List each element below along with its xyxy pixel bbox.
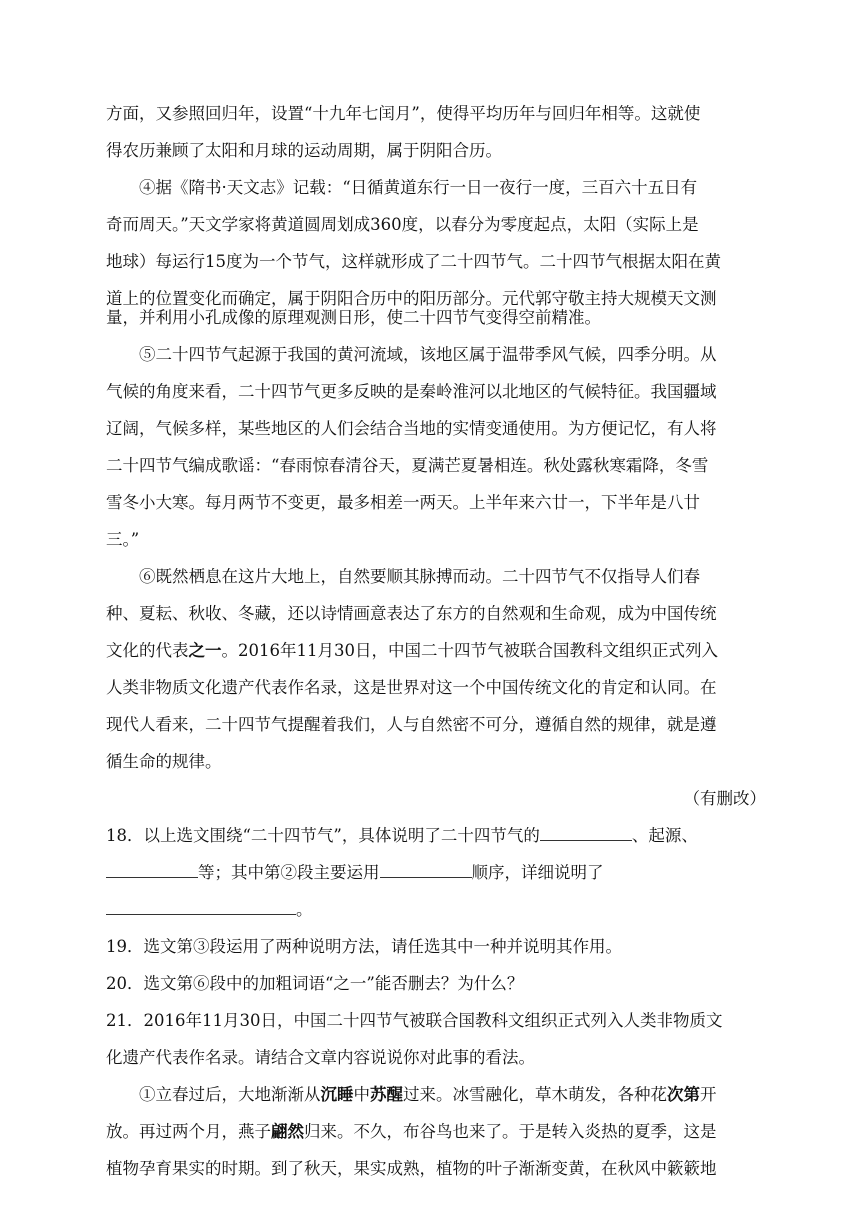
text-line: ⑤二十四节气起源于我国的黄河流域，该地区属于温带季风气候，四季分明。从 (139, 345, 717, 364)
text-run: 开 (700, 1085, 717, 1104)
text-line: 循生命的规律。 (106, 752, 222, 771)
answer-blank[interactable] (106, 896, 296, 915)
text-line: 三。” (106, 530, 140, 549)
text-line: 奇而周天。”天文学家将黄道圆周划成360度，以春分为零度起点，太阳（实际上是 (106, 215, 699, 234)
answer-blank[interactable] (540, 822, 632, 841)
text-run: 中 (353, 1085, 370, 1104)
text-run: 放。再过两个月，燕子 (106, 1122, 271, 1141)
text-line: 得农历兼顾了太阳和月球的运动周期，属于阴阳合历。 (106, 141, 502, 160)
question-18-line2 (106, 856, 756, 890)
text-line: ⑥既然栖息在这片大地上，自然要顺其脉搏而动。二十四节气不仅指导人们春 (139, 567, 700, 586)
text-run: 18．以上选文围绕“二十四节气”，具体说明了二十四节气的 (106, 826, 540, 845)
text-run: 、起源、 (631, 826, 698, 845)
text-line (139, 1078, 756, 1112)
text-run: 。2016年11月30日，中国二十四节气被联合国教科文组织正式列入 (221, 641, 718, 660)
text-line: 人类非物质文化遗产代表作名录，这是世界对这一个中国传统文化的肯定和认同。在 (106, 678, 717, 697)
text-line: 种、夏耘、秋收、冬藏，还以诗情画意表达了东方的自然观和生命观，成为中国传统 (106, 604, 717, 623)
bold-term: 苏醒 (370, 1085, 403, 1104)
source-note: （有删改） (683, 789, 766, 808)
answer-blank[interactable] (106, 859, 198, 878)
answer-blank[interactable] (380, 859, 472, 878)
text-run: 等；其中第②段主要运用 (198, 863, 380, 882)
text-run: 归来。不久，布谷鸟也来了。于是转入炎热的夏季，这是 (304, 1122, 717, 1141)
text-line: 气候的角度来看，二十四节气更多反映的是秦岭淮河以北地区的气候特征。我国疆域 (106, 382, 717, 401)
text-line: 道上的位置变化而确定，属于阴阳合历中的阳历部分。元代郭守敬主持大规模天文测 (106, 289, 717, 308)
bold-term: 翩然 (271, 1122, 304, 1141)
question-18-line1 (106, 819, 756, 853)
text-line (106, 634, 756, 668)
text-line: 量，并利用小孔成像的原理观测日形，使二十四节气变得空前精准。 (106, 308, 601, 327)
text-run: 文化的代表 (106, 641, 189, 660)
bold-term-zhiyi: 之一 (188, 641, 222, 660)
question-21-line1: 21．2016年11月30日，中国二十四节气被联合国教科文组织正式列入人类非物质文 (106, 1011, 723, 1030)
text-run: 过来。冰雪融化，草木萌发，各种花 (403, 1085, 667, 1104)
text-line: 地球）每运行15度为一个节气，这样就形成了二十四节气。二十四节气根据太阳在黄 (106, 252, 721, 271)
text-run: 。 (296, 900, 313, 919)
question-20: 20．选文第⑥段中的加粗词语“之一”能否删去？为什么？ (106, 974, 524, 993)
text-line: 方面，又参照回归年，设置“十九年七闰月”，使得平均历年与回归年相等。这就使 (106, 104, 701, 123)
text-line: ④据《隋书·天文志》记载：“日循黄道东行一日一夜行一度，三百六十五日有 (139, 178, 698, 197)
text-run: ①立春过后，大地渐渐从 (139, 1085, 321, 1104)
text-line (106, 1115, 756, 1149)
text-line: 雪冬小大寒。每月两节不变更，最多相差一两天。上半年来六廿一，下半年是八廿 (106, 493, 700, 512)
question-18-line3 (106, 893, 756, 927)
bold-term: 次第 (667, 1085, 700, 1104)
text-line: 现代人看来，二十四节气提醒着我们，人与自然密不可分，遵循自然的规律，就是遵 (106, 715, 717, 734)
question-19: 19．选文第③段运用了两种说明方法，请任选其中一种并说明其作用。 (106, 937, 622, 956)
bold-term: 沉睡 (320, 1085, 354, 1104)
question-21-line2: 化遗产代表作名录。请结合文章内容说说你对此事的看法。 (106, 1048, 535, 1067)
text-line: 植物孕育果实的时期。到了秋天，果实成熟，植物的叶子渐渐变黄，在秋风中簌簌地 (106, 1159, 717, 1178)
text-line: 二十四节气编成歌谣：“春雨惊春清谷天，夏满芒夏暑相连。秋处露秋寒霜降，冬雪 (106, 456, 709, 475)
text-run: 顺序，详细说明了 (471, 863, 604, 882)
text-line: 辽阔，气候多样，某些地区的人们会结合当地的实情变通使用。为方便记忆，有人将 (106, 419, 717, 438)
